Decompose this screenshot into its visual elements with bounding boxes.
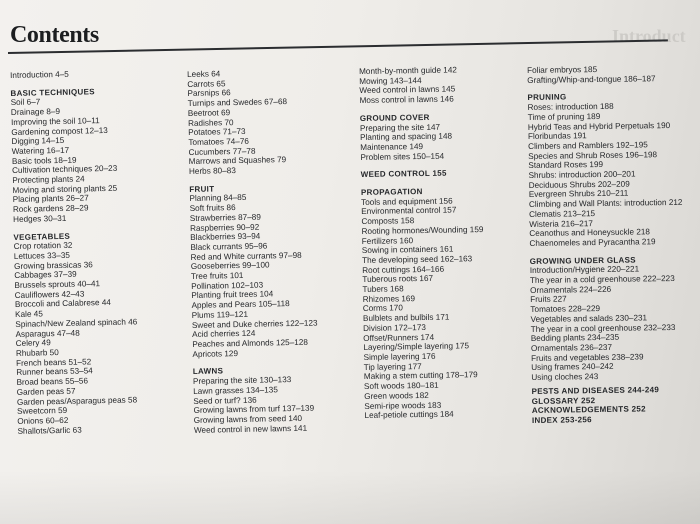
contents-entry: Bedding plants 234–235 [530,333,620,344]
contents-entry: Semi-ripe woods 183 [364,400,442,411]
contents-entry: Chaenomeles and Pyracantha 219 [529,237,656,248]
contents-entry: Ornamentals 224–226 [530,284,612,295]
contents-entry: Carrots 65 [187,78,226,89]
title-rule [8,39,668,54]
contents-entry: Tomatoes 228–229 [530,304,601,315]
contents-entry: Using frames 240–242 [531,362,614,373]
contents-column-4 [527,64,686,426]
contents-entry: Preparing the site 130–133 [192,375,292,387]
contents-entry: Making a stem cutting 178–179 [363,370,478,382]
contents-entry: Herbs 80–83 [188,166,236,177]
section-heading: WEED CONTROL 155 [360,168,447,180]
page-shadow [0,470,700,524]
contents-entry: Fruits 227 [530,294,567,305]
contents-entry: Tomatoes 74–76 [188,136,250,147]
contents-entry: Introduction/Hygiene 220–221 [529,264,640,276]
contents-entry: Using cloches 243 [531,372,599,383]
facing-page-bleed-through: Introduct [612,26,686,46]
contents-entry: Layering/Simple layering 175 [363,341,470,353]
contents-entry: Improving the soil 10–11 [10,115,100,127]
contents-entry: Radishes 70 [187,117,234,128]
contents-entry: Soft woods 180–181 [363,380,439,392]
contents-entry: Leeks 64 [187,69,221,79]
contents-entry: Soil 6–7 [10,97,41,108]
contents-entry: Celery 49 [15,338,51,349]
contents-entry: Marrows and Squashes 79 [188,155,287,167]
contents-entry: Gardening compost 12–13 [11,125,108,137]
contents-entry: Month-by-month guide 142 [359,65,457,76]
contents-entry: Apricots 129 [192,348,239,359]
contents-entry: Cucumbers 77–78 [188,146,256,157]
contents-entry: Planting and spacing 148 [360,131,453,143]
section-heading: FRUIT [189,184,215,194]
contents-entry: Red and White currants 97–98 [190,250,302,262]
contents-entry: Sweetcorn 59 [17,406,68,417]
contents-entry: Vegetables and salads 230–231 [530,313,648,324]
contents-entry: Plums 119–121 [191,309,249,320]
contents-entry: The developing seed 162–163 [361,254,473,265]
contents-entry: Growing lawns from turf 137–139 [193,403,315,416]
contents-entry: Introduction 4–5 [10,69,69,80]
contents-entry: Cauliflowers 42–43 [14,289,85,300]
contents-entry: Ornamentals 236–237 [530,342,613,353]
contents-entry: Asparagus 47–48 [15,328,80,339]
contents-entry: Potatoes 71–73 [188,127,246,138]
contents-entry: Rhubarb 50 [15,348,59,358]
contents-entry: Acid cherries 124 [191,329,256,340]
contents-entry: Crop rotation 32 [13,240,73,252]
contents-entry: Protecting plants 24 [12,174,85,186]
contents-entry: Mowing 143–144 [359,75,422,86]
contents-entry: Division 172–173 [363,322,426,333]
section-heading: VEGETABLES [13,231,71,242]
contents-entry: Parsnips 66 [187,88,231,99]
contents-entry: Environmental control 157 [361,205,457,217]
contents-entry: Weed control in new lawns 141 [193,423,308,435]
contents-entry: Grafting/Whip-and-tongue 186–187 [527,73,656,85]
contents-entry: Tools and equipment 156 [361,196,453,207]
contents-entry: Weed control in lawns 145 [359,84,456,96]
contents-entry: Brussels sprouts 40–41 [14,279,101,291]
contents-entry: Apples and Pears 105–118 [191,299,290,311]
contents-entry: Tree fruits 101 [190,271,244,282]
contents-entry: Watering 16–17 [11,145,70,156]
contents-entry: Rooting hormones/Wounding 159 [361,224,484,236]
contents-entry: Clematis 213–215 [529,208,596,219]
contents-entry: Planning 84–85 [189,193,247,204]
contents-entry: Hedges 30–31 [13,213,67,224]
contents-entry: Fruits and vegetables 238–239 [531,352,644,363]
contents-entry: Preparing the site 147 [359,122,441,133]
contents-entry: Broccoli and Calabrese 44 [14,298,112,310]
contents-entry: Garden peas/Asparagus peas 58 [16,394,138,407]
contents-entry: Foliar embryos 185 [527,65,598,75]
contents-entry: Fertilizers 160 [361,235,414,246]
contents-entry: Turnips and Swedes 67–68 [187,97,288,109]
contents-entry: Drainage 8–9 [10,107,61,118]
contents-entry: The year in a cold greenhouse 222–223 [529,274,675,286]
contents-entry: Composts 158 [361,216,415,227]
contents-entry: Blackberries 93–94 [190,231,261,243]
contents-entry: Simple layering 176 [363,351,436,362]
contents-entry: Pollination 102–103 [191,280,264,291]
contents-entry: Roses: introduction 188 [527,101,614,113]
contents-entry: Planting fruit trees 104 [191,289,274,301]
section-heading: GROUND COVER [359,112,430,123]
contents-entry: Hybrid Teas and Hybrid Perpetuals 190 [527,120,671,132]
contents-entry: Growing brassicas 36 [13,259,93,271]
contents-entry: Rhizomes 169 [362,293,416,304]
contents-entry: Cabbages 37–39 [14,270,77,281]
contents-entry: Species and Shrub Roses 196–198 [528,149,658,161]
section-heading: PRUNING [527,92,567,103]
contents-entry: Raspberries 90–92 [189,222,260,233]
section-heading: LAWNS [192,366,224,377]
contents-entry: Tip layering 177 [363,361,422,372]
contents-entry: Seed or turf? 136 [193,395,257,406]
contents-entry: Kale 45 [15,309,43,320]
contents-entry: Broad beans 55–56 [16,376,89,388]
contents-entry: Wisteria 216–217 [529,218,593,229]
contents-entry: Leaf-petiole cuttings 184 [364,409,454,421]
contents-entry: Lettuces 33–35 [13,250,70,261]
section-heading: ACKNOWLEDGEMENTS 252 [531,404,646,416]
contents-entry: Rock gardens 28–29 [12,203,89,215]
contents-entry: Root cuttings 164–166 [362,264,445,275]
contents-entry: The year in a cool greenhouse 232–233 [530,322,676,334]
contents-entry: Time of pruning 189 [527,111,601,122]
contents-entry: Soft fruits 86 [189,203,236,214]
page-title: Contents [10,22,99,48]
contents-entry: Moss control in lawns 146 [359,94,454,106]
contents-entry: Climbers and Ramblers 192–195 [528,140,648,151]
contents-entry: Lawn grasses 134–135 [193,385,278,396]
contents-entry: Floribundas 191 [527,131,587,142]
section-heading: BASIC TECHNIQUES [10,86,95,98]
contents-entry: Gooseberries 99–100 [190,260,270,272]
contents-entry: Tubers 168 [362,284,404,295]
contents-column-2 [187,68,320,436]
contents-entry: Maintenance 149 [360,141,424,152]
section-heading: GROWING UNDER GLASS [529,255,636,266]
contents-entry: Cultivation techniques 20–23 [11,164,118,176]
contents-entry: Problem sites 150–154 [360,151,445,162]
contents-entry: Shallots/Garlic 63 [17,425,82,436]
contents-entry: French beans 51–52 [16,357,92,368]
contents-entry: Ceanothus and Honeysuckle 218 [529,227,651,239]
contents-entry: Climbing and Wall Plants: introduction 212 [528,197,683,210]
contents-entry: Moving and storing plants 25 [12,183,118,195]
contents-entry: Beetroot 69 [187,107,231,118]
contents-entry: Basic tools 18–19 [11,155,77,166]
contents-entry: Green woods 182 [364,390,429,401]
contents-entry: Spinach/New Zealand spinach 46 [15,317,138,329]
contents-entry: Offset/Runners 174 [363,332,435,343]
contents-entry: Growing lawns from seed 140 [193,413,303,425]
contents-entry: Onions 60–62 [17,415,69,426]
contents-column-1 [10,68,140,436]
contents-entry: Strawberries 87–89 [189,212,261,223]
contents-entry: Corms 170 [362,303,403,314]
contents-entry: Digging 14–15 [11,136,65,147]
contents-entry: Placing plants 26–27 [12,193,89,205]
contents-entry: Standard Roses 199 [528,160,604,171]
contents-entry: Bulblets and bulbils 171 [362,312,450,324]
contents-entry: Evergreen Shrubs 210–211 [528,189,629,200]
contents-entry: Runner beans 53–54 [16,366,93,378]
section-heading: PESTS AND DISEASES 244-249 [531,384,660,396]
contents-entry: Sowing in containers 161 [361,244,454,256]
contents-entry: Peaches and Almonds 125–128 [192,337,308,349]
contents-entry: Garden peas 57 [16,386,76,397]
contents-entry: Sweet and Duke cherries 122–123 [191,318,318,330]
contents-entry: Deciduous Shrubs 202–209 [528,179,630,190]
section-heading: PROPAGATION [360,187,423,198]
section-heading: INDEX 253-256 [531,415,592,425]
contents-entry: Shrubs: introduction 200–201 [528,169,636,181]
contents-entry: Tuberous roots 167 [362,274,434,285]
contents-entry: Black currants 95–96 [190,241,268,252]
contents-column-3 [359,65,486,421]
section-heading: GLOSSARY 252 [531,395,596,406]
